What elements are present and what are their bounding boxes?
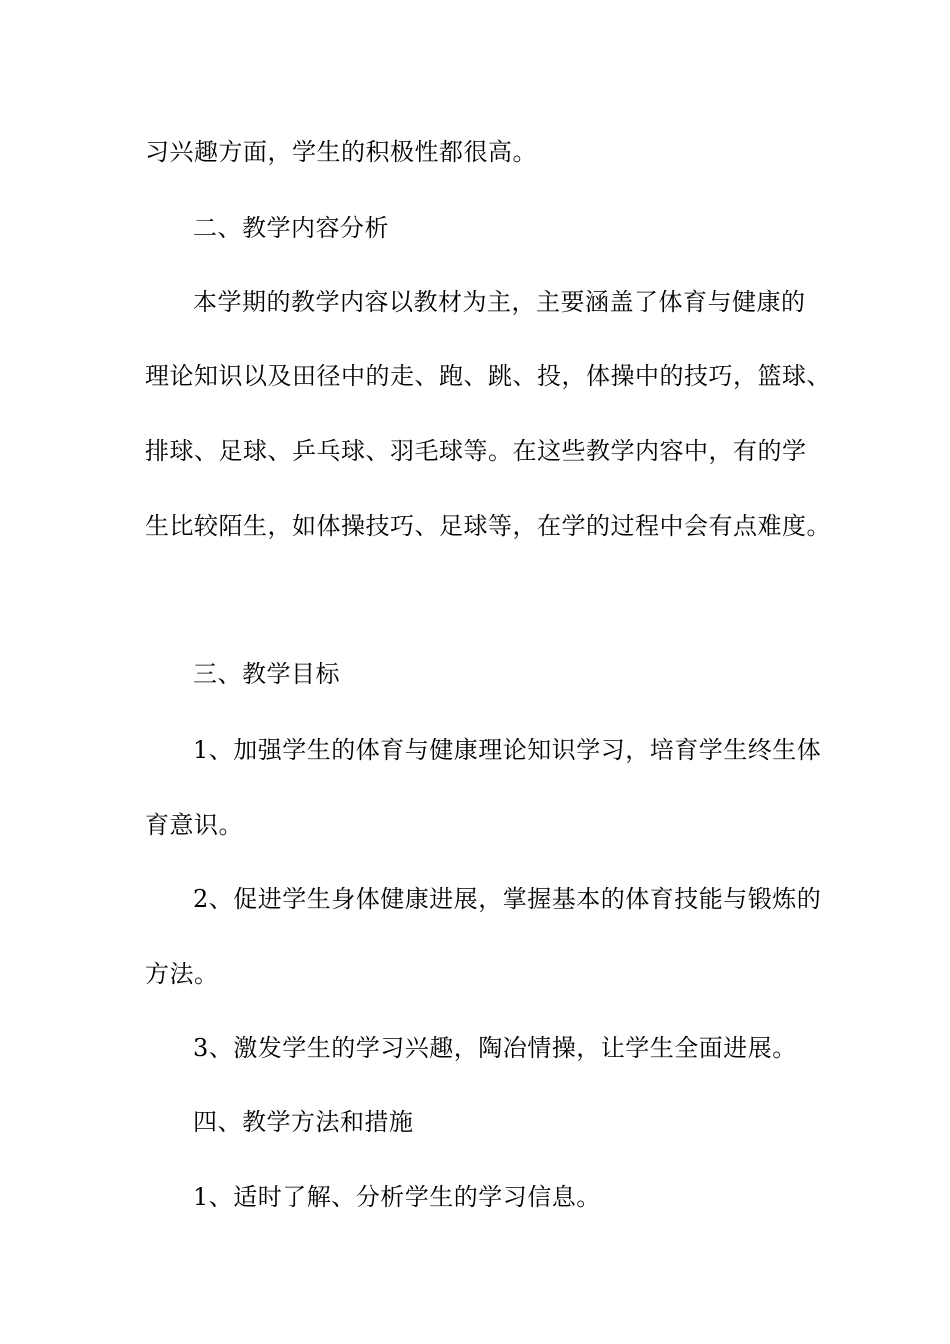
goal-item-3: 3、激发学生的学习兴趣，陶冶情操，让学生全面进展。: [193, 1034, 797, 1062]
paragraph-line: 本学期的教学内容以教材为主，主要涵盖了体育与健康的: [193, 288, 806, 316]
section-heading-content-analysis: 二、教学内容分析: [193, 214, 389, 242]
paragraph-line: 生比较陌生，如体操技巧、足球等，在学的过程中会有点难度。: [145, 512, 831, 540]
paragraph-continuation: 习兴趣方面，学生的积极性都很高。: [145, 138, 537, 166]
section-heading-methods: 四、教学方法和措施: [193, 1108, 414, 1136]
method-item-1: 1、适时了解、分析学生的学习信息。: [193, 1183, 601, 1211]
paragraph-line: 排球、足球、乒乓球、羽毛球等。在这些教学内容中，有的学: [145, 437, 807, 465]
paragraph-line: 理论知识以及田径中的走、跑、跳、投，体操中的技巧，篮球、: [145, 362, 831, 390]
goal-item-2-continued: 方法。: [145, 960, 219, 988]
section-heading-teaching-goals: 三、教学目标: [193, 660, 340, 688]
goal-item-1: 1、加强学生的体育与健康理论知识学习，培育学生终生体: [193, 736, 822, 764]
goal-item-2: 2、促进学生身体健康进展，掌握基本的体育技能与锻炼的: [193, 885, 822, 913]
goal-item-1-continued: 育意识。: [145, 811, 243, 839]
